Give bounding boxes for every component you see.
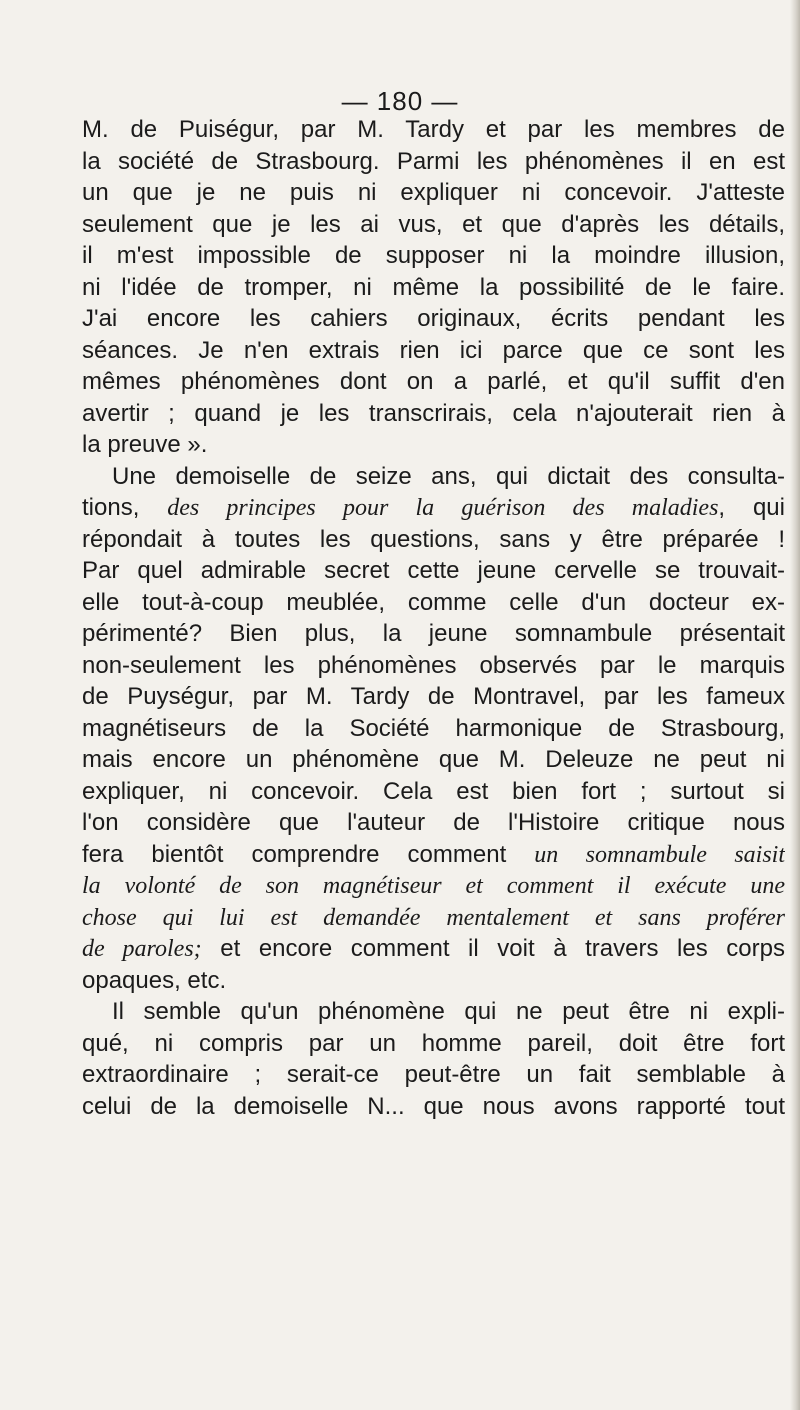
italic-span: des principes pour la guérison des maladies bbox=[167, 495, 719, 521]
text-line: séances. Je n'en extrais rien ici parce que ce sont les bbox=[82, 336, 785, 364]
text-span: fera bientôt comprendre comment bbox=[82, 840, 535, 868]
text-line-with-italic bbox=[82, 870, 785, 902]
text-span: et encore comment il voit à travers les corps bbox=[201, 935, 785, 962]
text-line: ni l'idée de tromper, ni même la possibilité de le faire. bbox=[82, 273, 785, 301]
text-line: M. de Puiségur, par M. Tardy et par les membres de bbox=[82, 116, 785, 143]
text-line: magnétiseurs de la Société harmonique de Strasbourg, bbox=[82, 714, 785, 742]
text-line: mêmes phénomènes dont on a parlé, et qu'il suffit d'en bbox=[82, 368, 785, 395]
text-line: qué, ni compris par un homme pareil, doit être fort bbox=[82, 1029, 785, 1057]
text-line: la société de Strasbourg. Parmi les phénomènes il en est bbox=[82, 147, 785, 175]
text-line: avertir ; quand je les transcrirais, cela n'ajouterait rien à bbox=[82, 399, 785, 427]
paragraph-start-line: Une demoiselle de seize ans, qui dictait des consulta- bbox=[112, 462, 785, 490]
text-line-with-italic bbox=[82, 839, 785, 871]
body-text bbox=[82, 114, 785, 1122]
text-line: celui de la demoiselle N... que nous avons rapporté tout bbox=[82, 1092, 785, 1120]
text-line: périmenté? Bien plus, la jeune somnambule présentait bbox=[82, 620, 785, 647]
italic-span: chose qui lui est demandée mentalement et sans proférer bbox=[82, 904, 785, 931]
text-line: Par quel admirable secret cette jeune cervelle se trouvait- bbox=[82, 557, 785, 584]
text-line: non-seulement les phénomènes observés par le marquis bbox=[82, 651, 785, 679]
page-edge-shadow bbox=[790, 0, 800, 1410]
text-line: extraordinaire ; serait-ce peut-être un fait semblable à bbox=[82, 1061, 785, 1088]
paragraph-start-line: Il semble qu'un phénomène qui ne peut être ni expli- bbox=[112, 998, 785, 1025]
text-line: il m'est impossible de supposer ni la moindre illusion, bbox=[82, 242, 785, 269]
text-span: , qui bbox=[718, 494, 785, 521]
text-line-with-italic bbox=[82, 902, 785, 934]
page-number: — 180 — bbox=[341, 86, 459, 116]
text-line: opaques, etc. bbox=[82, 966, 227, 994]
italic-span: de paroles; bbox=[82, 936, 202, 962]
text-line: l'on considère que l'auteur de l'Histoire critique nous bbox=[82, 809, 785, 836]
text-line: expliquer, ni concevoir. Cela est bien fort ; surtout si bbox=[82, 777, 785, 805]
italic-span: un somnambule saisit bbox=[534, 841, 785, 868]
text-line: seulement que je les ai vus, et que d'après les détails, bbox=[82, 210, 785, 238]
text-line: mais encore un phénomène que M. Deleuze ne peut ni bbox=[82, 746, 785, 773]
italic-span: la volonté de son magnétiseur et comment il exécute une bbox=[82, 873, 785, 899]
text-line: J'ai encore les cahiers originaux, écrits pendant les bbox=[82, 305, 785, 332]
text-span: tions, bbox=[82, 494, 168, 521]
text-line: de Puységur, par M. Tardy de Montravel, par les fameux bbox=[82, 683, 785, 710]
text-line: la preuve ». bbox=[82, 431, 208, 458]
text-line: répondait à toutes les questions, sans y être préparée ! bbox=[82, 525, 785, 553]
text-line-with-italic bbox=[82, 933, 785, 965]
text-line: un que je ne puis ni expliquer ni concevoir. J'atteste bbox=[82, 179, 785, 206]
text-line: elle tout-à-coup meublée, comme celle d'un docteur ex- bbox=[82, 588, 785, 616]
text-line-with-italic bbox=[82, 492, 785, 524]
